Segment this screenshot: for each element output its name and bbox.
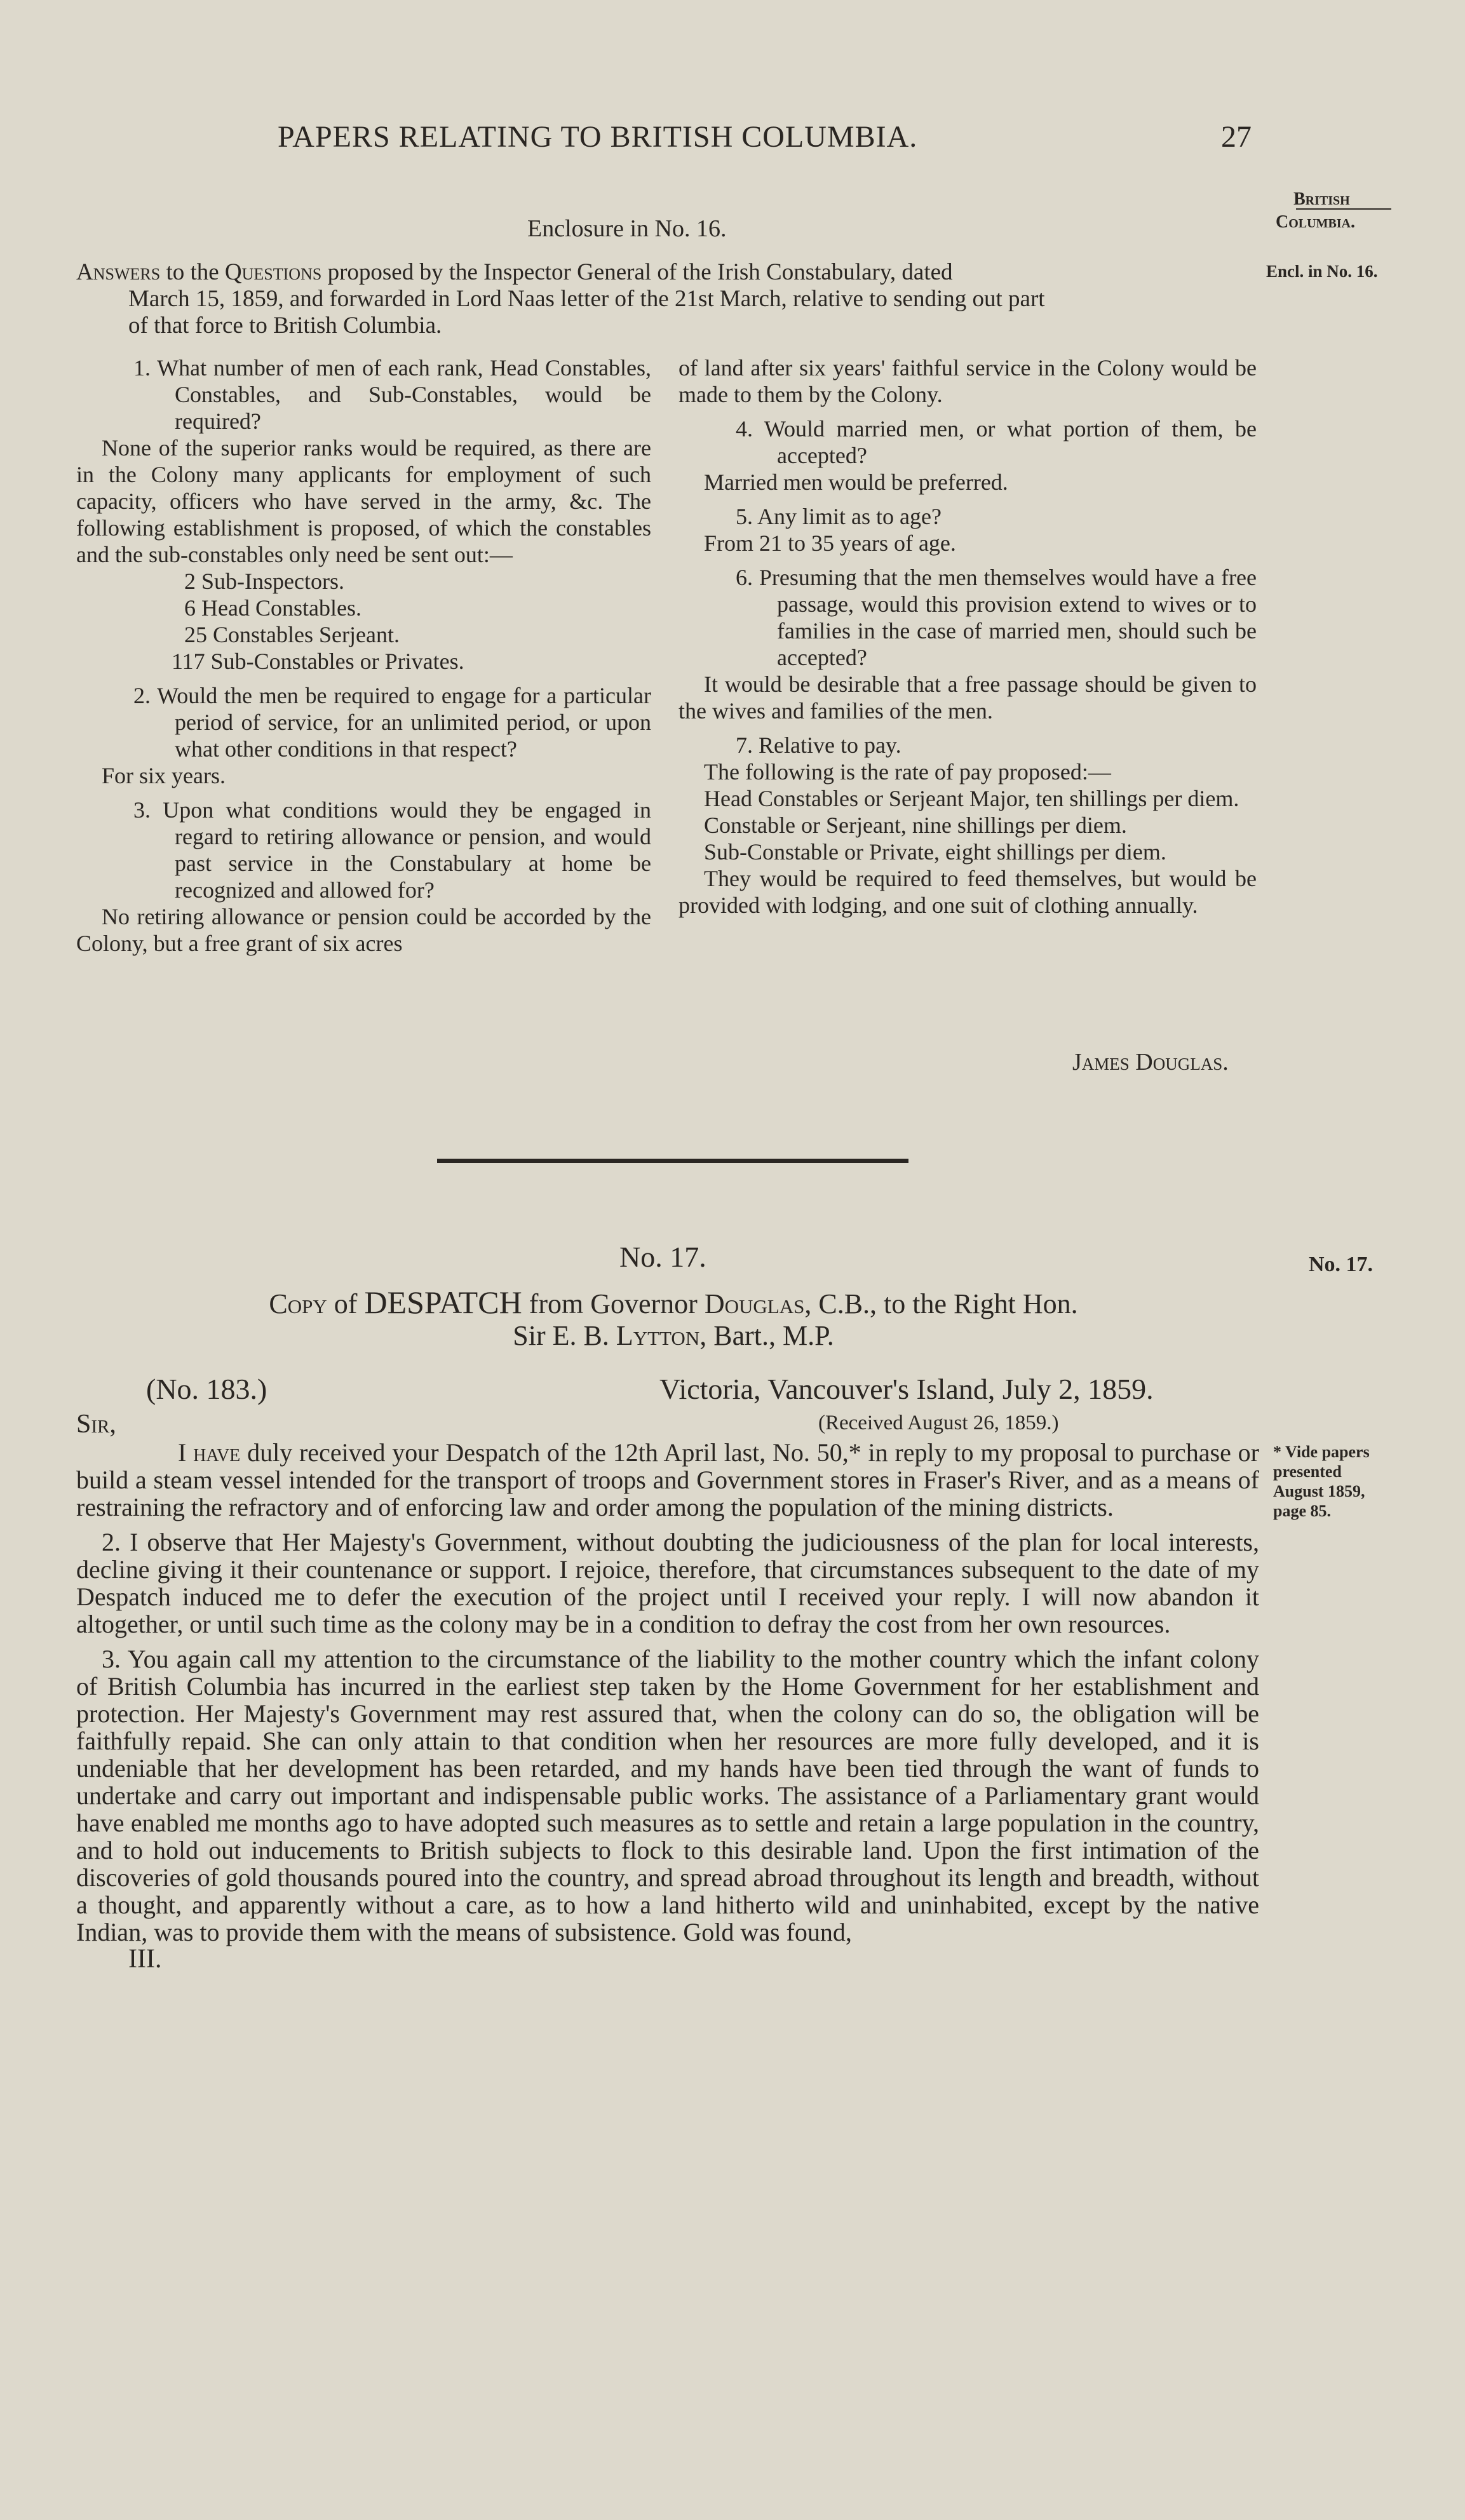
answer-1: None of the superior ranks would be required, as there are in the Colony many applicants for employment of such capacity, officers who have served in the army, &c. The following establishment is proposed, of which the constables and the sub-constables only need be sent out:—: [76, 435, 651, 567]
received-date: (Received August 26, 1859.): [818, 1412, 1059, 1434]
footnote-line: page 85.: [1273, 1502, 1331, 1520]
margin-region-line1: British: [1293, 189, 1350, 209]
question-4: 4. Would married men, or what portion of them, be accepted?: [736, 416, 1257, 468]
enclosure-left-column: [76, 354, 651, 957]
despatch-body: [76, 1439, 1259, 1973]
rank-item: 2 Sub-Inspectors.: [184, 569, 344, 594]
rank-list: [76, 568, 651, 675]
intro-line-3: of that force to British Columbia.: [128, 313, 442, 339]
enclosure-intro: [76, 259, 1258, 339]
footnote-line: presented: [1273, 1462, 1342, 1481]
margin-encl-ref: Encl. in No. 16.: [1266, 262, 1378, 281]
salutation: Sir,: [76, 1410, 116, 1439]
footnote-line: * Vide papers: [1273, 1443, 1370, 1461]
despatch-ref: (No. 183.): [146, 1373, 267, 1405]
rank-item: 6 Head Constables.: [184, 595, 361, 621]
answer-7-end: They would be required to feed themselves, but would be provided with lodging, and one suit of clothing annually.: [678, 866, 1257, 918]
rank-item: 117 Sub-Constables or Privates.: [172, 649, 464, 674]
page-number: 27: [1221, 120, 1252, 154]
paragraph-2: 2. I observe that Her Majesty's Government, without doubting the judiciousness of the plan for local interests, decline giving it their countenance or support. I rejoice, therefore, that circumstances subsequent to the date of my Despatch induced me to defer the execution of the project until I received your reply. I will now abandon it altogether, or until such time as the colony may be in a condition to defray the cost from her own resources.: [76, 1528, 1259, 1638]
despatch-number: No. 17.: [619, 1241, 706, 1273]
answer-4: Married men would be preferred.: [704, 469, 1008, 495]
answer-3-continued: of land after six years' faithful service in the Colony would be made to them by the Colony.: [678, 355, 1257, 407]
despatch-title-line-1: Copy of DESPATCH from Governor Douglas, C.B., to the Right Hon.: [269, 1284, 1078, 1320]
intro-line-2: March 15, 1859, and forwarded in Lord Naas letter of the 21st March, relative to sending out part: [128, 286, 1045, 312]
answer-5: From 21 to 35 years of age.: [704, 530, 956, 556]
question-1: 1. What number of men of each rank, Head Constables, Constables, and Sub-Constables, would be required?: [133, 355, 651, 434]
despatch-title: [172, 1286, 1175, 1352]
margin-rule: [1296, 208, 1391, 210]
paragraph-3: 3. You again call my attention to the circumstance of the liability to the mother country which the infant colony of British Columbia has incurred in the earliest step taken by the Home Government for her establishment and protection. Her Majesty's Government may rest assured that, when the colony can do so, the obligation will be faithfully repaid. She can only attain to that condition when her resources are more fully developed, and it is undeniable that her development has been retarded, and my hands have been tied through the want of funds to undertake and carry out important and indispensable public works. The assistance of a Parliamentary grant would have enabled me months ago to have adopted such measures as to settle and retain a large population in the country, and to hold out inducements to British subjects to flock to this desirable land. Upon the first intimation of the discoveries of gold thousands poured into the country, and spread abroad throughout its length and breadth, without a thought, and apparently without a care, as to how a land hitherto wild and uninhabited, except by the native Indian, was to provide them with the means of subsistence. Gold was found,: [76, 1645, 1259, 1946]
answer-6: It would be desirable that a free passage should be given to the wives and families of the men.: [678, 671, 1257, 724]
intro-line-1: Answers to the Questions proposed by the Inspector General of the Irish Constabulary, dated: [76, 259, 953, 285]
question-7: 7. Relative to pay.: [736, 732, 901, 758]
signature: James Douglas.: [1072, 1049, 1229, 1075]
footnote-line: August 1859,: [1273, 1482, 1365, 1500]
margin-no-ref: No. 17.: [1309, 1253, 1374, 1276]
question-6: 6. Presuming that the men themselves would have a free passage, would this provision extend to wives or to families in the case of married men, should such be accepted?: [736, 565, 1257, 670]
answer-2: For six years.: [102, 763, 226, 788]
question-3: 3. Upon what conditions would they be engaged in regard to retiring allowance or pension, and would past service in the Constabulary at home be recognized and allowed for?: [133, 797, 651, 903]
section-divider: [437, 1159, 908, 1163]
enclosure-right-column: [678, 354, 1257, 919]
rank-item: 25 Constables Serjeant.: [184, 622, 400, 647]
catchword: III.: [128, 1944, 162, 1974]
running-header-title: PAPERS RELATING TO BRITISH COLUMBIA.: [278, 120, 918, 154]
question-2: 2. Would the men be required to engage for a particular period of service, for an unlimited period, or upon what other conditions in that respect?: [133, 683, 651, 762]
pay-item: Constable or Serjeant, nine shillings per diem.: [704, 812, 1127, 838]
margin-region-line2: Columbia.: [1276, 212, 1356, 232]
enclosure-heading: Enclosure in No. 16.: [527, 215, 727, 242]
pay-item: Head Constables or Serjeant Major, ten shillings per diem.: [704, 786, 1239, 811]
answer-7: The following is the rate of pay proposed:—: [704, 759, 1111, 785]
despatch-title-line-2: Sir E. B. Lytton, Bart., M.P.: [513, 1320, 834, 1351]
margin-footnote: [1273, 1442, 1370, 1521]
question-5: 5. Any limit as to age?: [736, 504, 942, 529]
answer-3: No retiring allowance or pension could be accorded by the Colony, but a free grant of six acres: [76, 904, 651, 956]
paragraph-1: I have duly received your Despatch of the 12th April last, No. 50,* in reply to my proposal to purchase or build a steam vessel intended for the transport of troops and Government stores in Fraser's River, and as a means of restraining the refractory and of enforcing law and order among the population of the mining districts.: [76, 1438, 1259, 1521]
despatch-place-date: Victoria, Vancouver's Island, July 2, 1859.: [659, 1373, 1154, 1405]
pay-item: Sub-Constable or Private, eight shillings per diem.: [704, 839, 1166, 865]
